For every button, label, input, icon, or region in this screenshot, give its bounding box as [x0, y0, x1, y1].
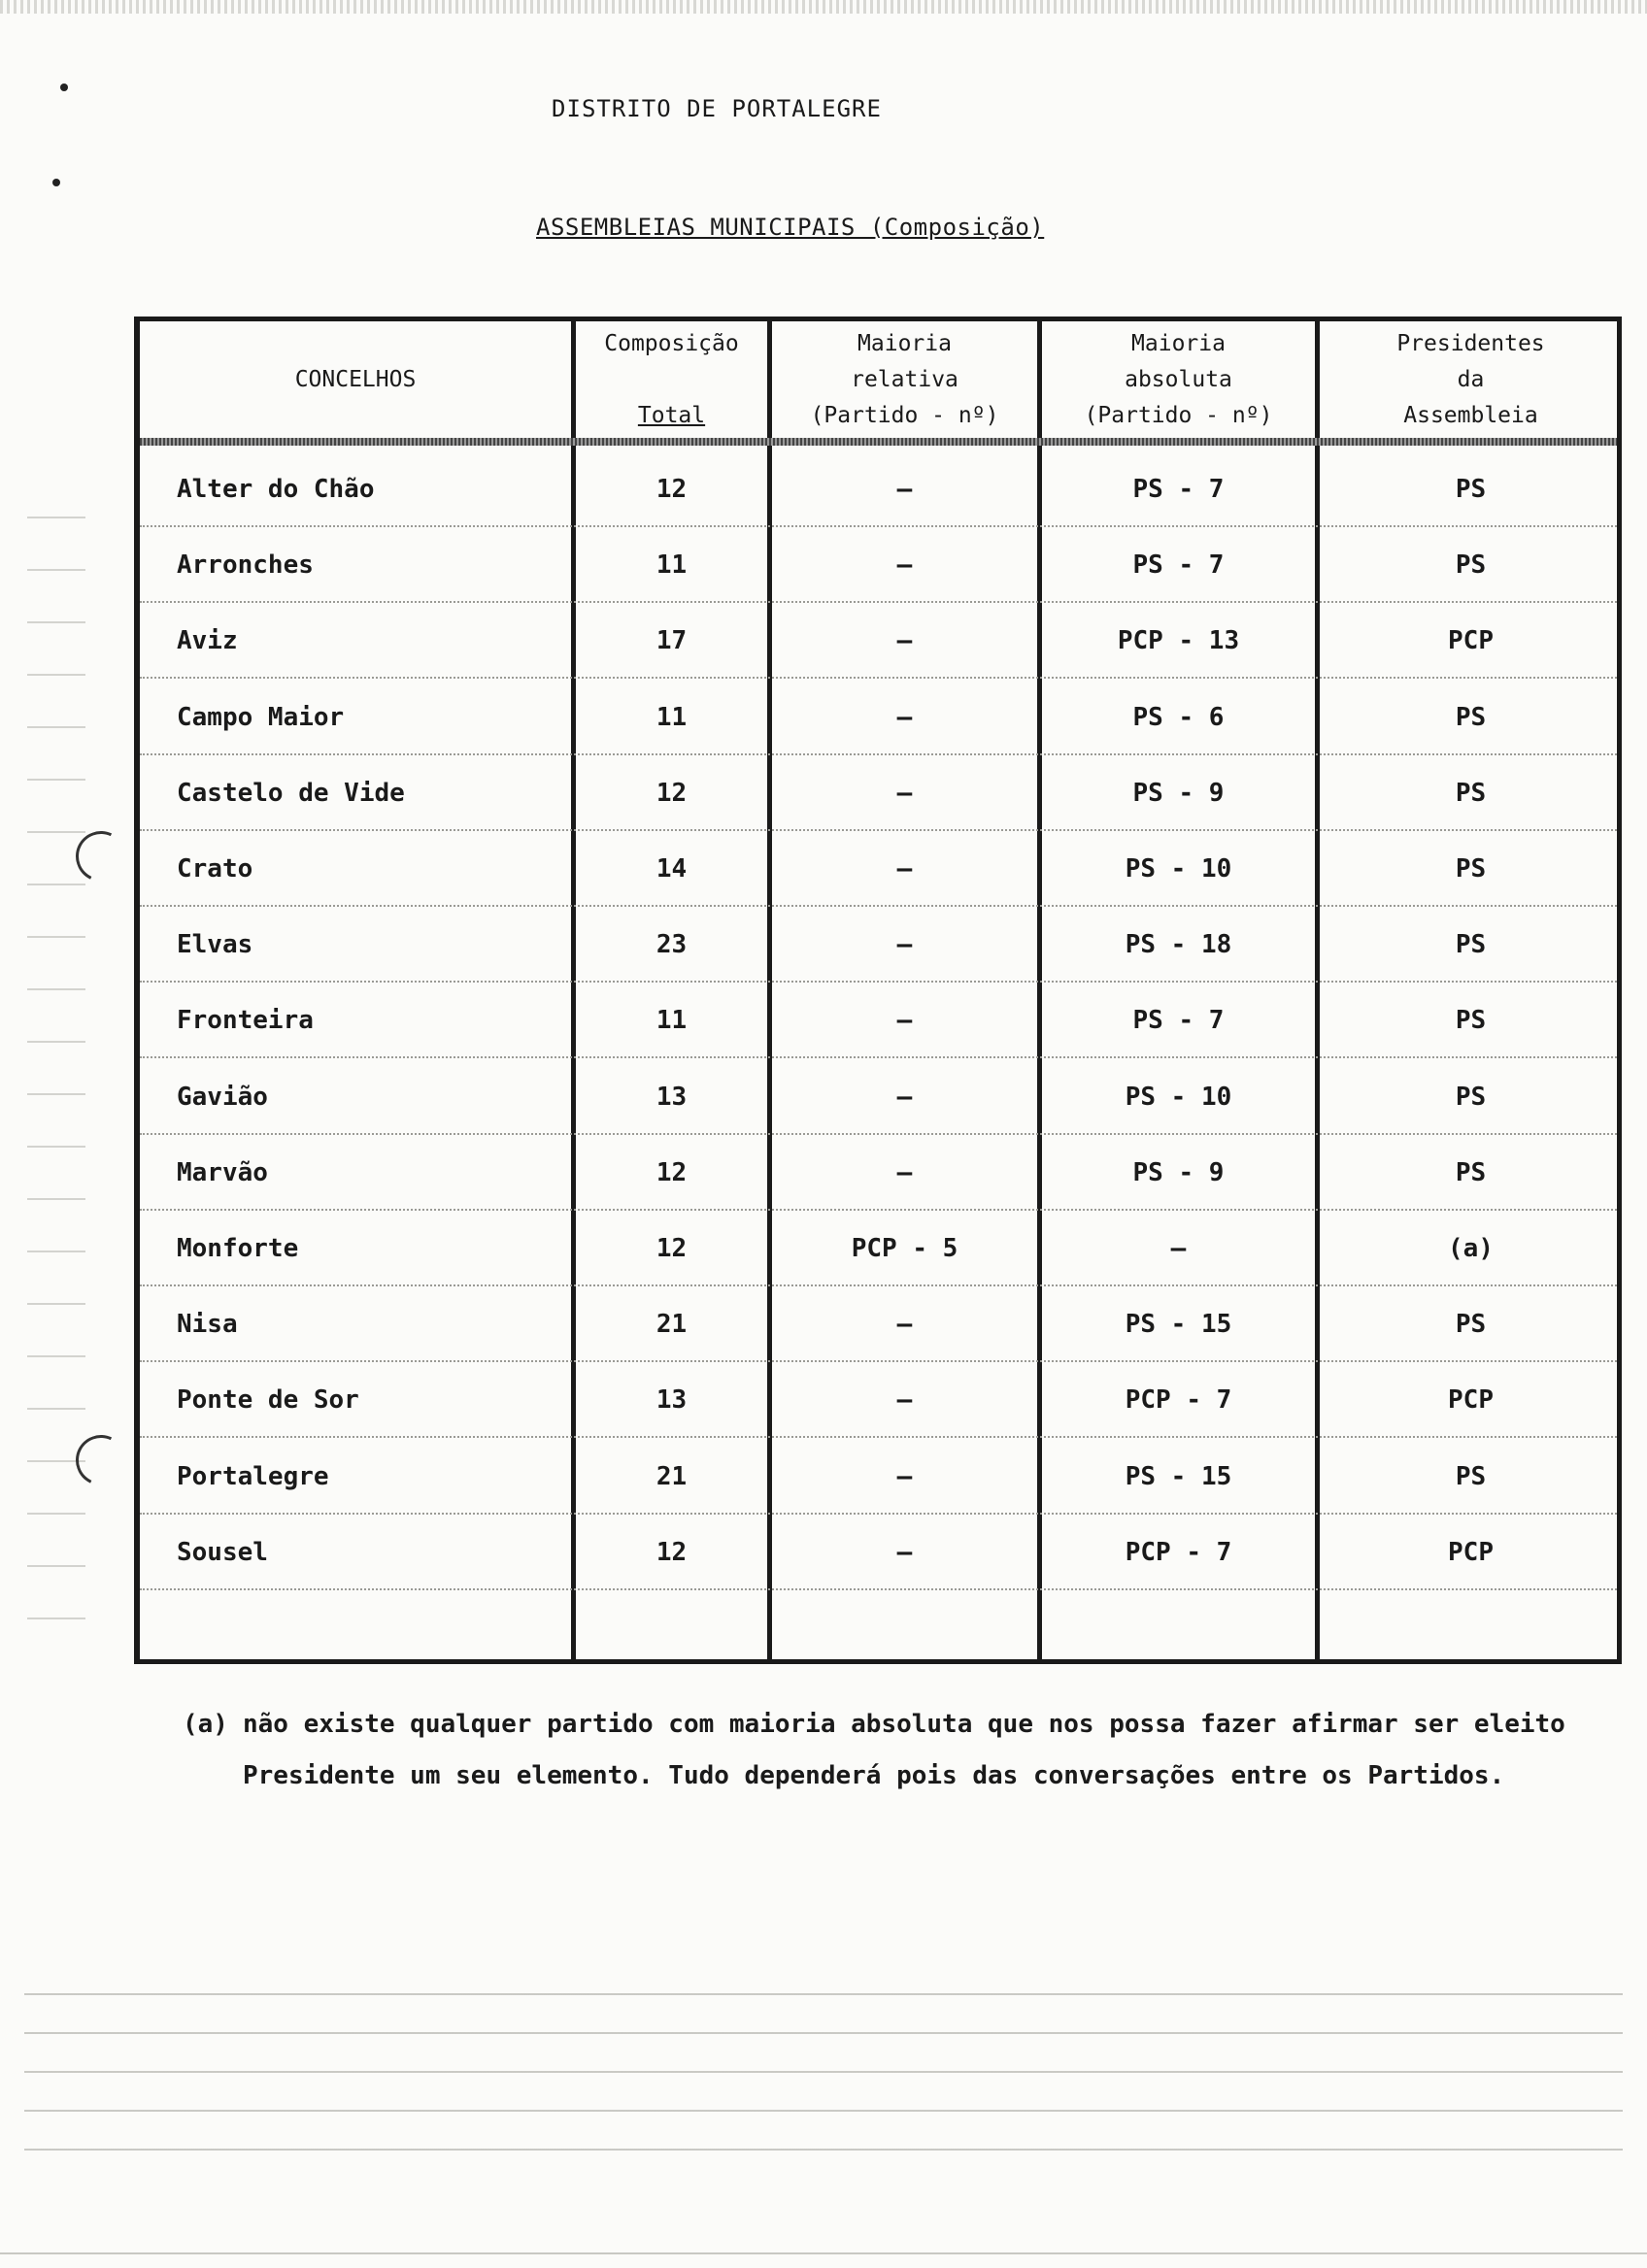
- absoluta-cell: —: [1170, 1234, 1187, 1263]
- header-line: Assembleia: [1403, 402, 1538, 428]
- relativa-cell: —: [896, 854, 913, 884]
- absoluta-cell: PS - 7: [1132, 1006, 1225, 1036]
- concelho-cell: Aviz: [177, 626, 238, 656]
- total-cell: 11: [655, 702, 688, 732]
- footnote-text: não existe qualquer partido com maioria absoluta que nos possa fazer afirmar ser eleito Presidente um seu elemento. Tudo dependerá pois das conversações entre os Partidos.: [243, 1710, 1565, 1790]
- table-row: [140, 907, 1617, 983]
- concelho-cell: Marvão: [177, 1157, 268, 1187]
- header-line: Composição: [604, 330, 739, 356]
- header-line: CONCELHOS: [294, 366, 417, 392]
- table-row: [140, 1286, 1617, 1362]
- relativa-cell: —: [896, 626, 913, 656]
- concelho-cell: Gavião: [177, 1082, 268, 1112]
- presidente-cell: PCP: [1448, 626, 1494, 656]
- table-row: [140, 1439, 1617, 1515]
- total-cell: 11: [655, 1006, 688, 1036]
- relativa-cell: —: [896, 1385, 913, 1416]
- absoluta-cell: PS - 10: [1125, 1082, 1232, 1112]
- total-cell: 14: [655, 854, 688, 884]
- total-cell: 23: [655, 930, 688, 960]
- table-row: [140, 1515, 1617, 1590]
- margin-dot: [60, 83, 68, 91]
- header-line: Presidentes: [1396, 330, 1545, 356]
- assemblies-table: [134, 317, 1622, 1664]
- absoluta-cell: PS - 7: [1132, 475, 1225, 504]
- table-row: [140, 603, 1617, 679]
- margin-rules: [27, 466, 85, 1660]
- absoluta-cell: PS - 10: [1125, 854, 1232, 884]
- table-row: [140, 1211, 1617, 1286]
- table-row: [140, 831, 1617, 907]
- header-concelhos: [140, 321, 571, 438]
- absoluta-cell: PCP - 7: [1125, 1385, 1232, 1416]
- header-maioria-absoluta: [1042, 321, 1315, 438]
- concelho-cell: Nisa: [177, 1310, 238, 1340]
- margin-dot: [52, 179, 60, 186]
- page-bottom-edge: [0, 2252, 1647, 2254]
- absoluta-cell: PS - 18: [1125, 930, 1232, 960]
- concelho-cell: Monforte: [177, 1234, 299, 1263]
- table-row: [140, 451, 1617, 527]
- relativa-cell: —: [896, 1537, 913, 1567]
- presidente-cell: PS: [1455, 475, 1487, 504]
- header-line: Total: [637, 402, 706, 428]
- table-row: [140, 1362, 1617, 1438]
- presidente-cell: PS: [1455, 1157, 1487, 1187]
- presidente-cell: PS: [1455, 1006, 1487, 1036]
- header-line: Maioria: [857, 330, 952, 356]
- header-maioria-relativa: [772, 321, 1037, 438]
- presidente-cell: PS: [1455, 1082, 1487, 1112]
- concelho-cell: Campo Maior: [177, 702, 345, 732]
- table-row: [140, 680, 1617, 755]
- concelho-cell: Crato: [177, 854, 253, 884]
- absoluta-cell: PS - 9: [1132, 1157, 1225, 1187]
- header-presidentes: [1320, 321, 1622, 438]
- relativa-cell: —: [896, 1310, 913, 1340]
- total-cell: 13: [655, 1082, 688, 1112]
- blank-ruled-lines: [24, 1956, 1623, 2170]
- concelho-cell: Elvas: [177, 930, 253, 960]
- concelho-cell: Fronteira: [177, 1006, 314, 1036]
- absoluta-cell: PCP - 7: [1125, 1537, 1232, 1567]
- relativa-cell: —: [896, 778, 913, 808]
- concelho-cell: Arronches: [177, 550, 314, 581]
- header-line: Maioria: [1131, 330, 1226, 356]
- total-cell: 21: [655, 1310, 688, 1340]
- relativa-cell: —: [896, 930, 913, 960]
- row-rule: [140, 1587, 1617, 1590]
- total-cell: 21: [655, 1461, 688, 1491]
- footnote-mark: (a): [183, 1710, 228, 1739]
- presidente-cell: PS: [1455, 854, 1487, 884]
- presidente-cell: PCP: [1448, 1385, 1494, 1416]
- relativa-cell: —: [896, 1157, 913, 1187]
- document-subtitle: ASSEMBLEIAS MUNICIPAIS (Composição): [536, 214, 1045, 241]
- presidente-cell: PS: [1455, 930, 1487, 960]
- concelho-cell: Ponte de Sor: [177, 1385, 359, 1416]
- absoluta-cell: PS - 7: [1132, 550, 1225, 581]
- header-line: [576, 362, 767, 398]
- relativa-cell: —: [896, 702, 913, 732]
- table-row: [140, 1135, 1617, 1211]
- page-top-edge: [0, 0, 1647, 14]
- absoluta-cell: PS - 15: [1125, 1461, 1232, 1491]
- total-cell: 12: [655, 778, 688, 808]
- relativa-cell: —: [896, 1006, 913, 1036]
- header-rule: [140, 438, 1617, 446]
- relativa-cell: —: [896, 475, 913, 504]
- concelho-cell: Alter do Chão: [177, 475, 375, 504]
- absoluta-cell: PCP - 13: [1117, 626, 1240, 656]
- district-title: DISTRITO DE PORTALEGRE: [552, 95, 882, 122]
- presidente-cell: PS: [1455, 778, 1487, 808]
- relativa-cell: —: [896, 1082, 913, 1112]
- concelho-cell: Portalegre: [177, 1461, 329, 1491]
- header-line: (Partido - nº): [810, 402, 999, 428]
- table-row: [140, 1059, 1617, 1135]
- header-line: relativa: [851, 366, 958, 392]
- concelho-cell: Sousel: [177, 1537, 268, 1567]
- header-line: (Partido - nº): [1084, 402, 1273, 428]
- total-cell: 12: [655, 475, 688, 504]
- presidente-cell: PCP: [1448, 1537, 1494, 1567]
- header-line: absoluta: [1125, 366, 1232, 392]
- footnote: [183, 1699, 1571, 1802]
- concelho-cell: Castelo de Vide: [177, 778, 405, 808]
- relativa-cell: —: [896, 550, 913, 581]
- table-row: [140, 983, 1617, 1058]
- total-cell: 12: [655, 1157, 688, 1187]
- presidente-cell: PS: [1455, 550, 1487, 581]
- presidente-cell: PS: [1455, 1461, 1487, 1491]
- absoluta-cell: PS - 15: [1125, 1310, 1232, 1340]
- relativa-cell: —: [896, 1461, 913, 1491]
- presidente-cell: (a): [1448, 1234, 1494, 1263]
- total-cell: 11: [655, 550, 688, 581]
- total-cell: 12: [655, 1537, 688, 1567]
- absoluta-cell: PS - 6: [1132, 702, 1225, 732]
- header-composicao-total: [576, 321, 767, 438]
- presidente-cell: PS: [1455, 1310, 1487, 1340]
- header-line: da: [1457, 366, 1485, 392]
- table-row: [140, 527, 1617, 603]
- relativa-cell: PCP - 5: [851, 1234, 958, 1263]
- absoluta-cell: PS - 9: [1132, 778, 1225, 808]
- total-cell: 12: [655, 1234, 688, 1263]
- total-cell: 17: [655, 626, 688, 656]
- table-row: [140, 755, 1617, 831]
- presidente-cell: PS: [1455, 702, 1487, 732]
- total-cell: 13: [655, 1385, 688, 1416]
